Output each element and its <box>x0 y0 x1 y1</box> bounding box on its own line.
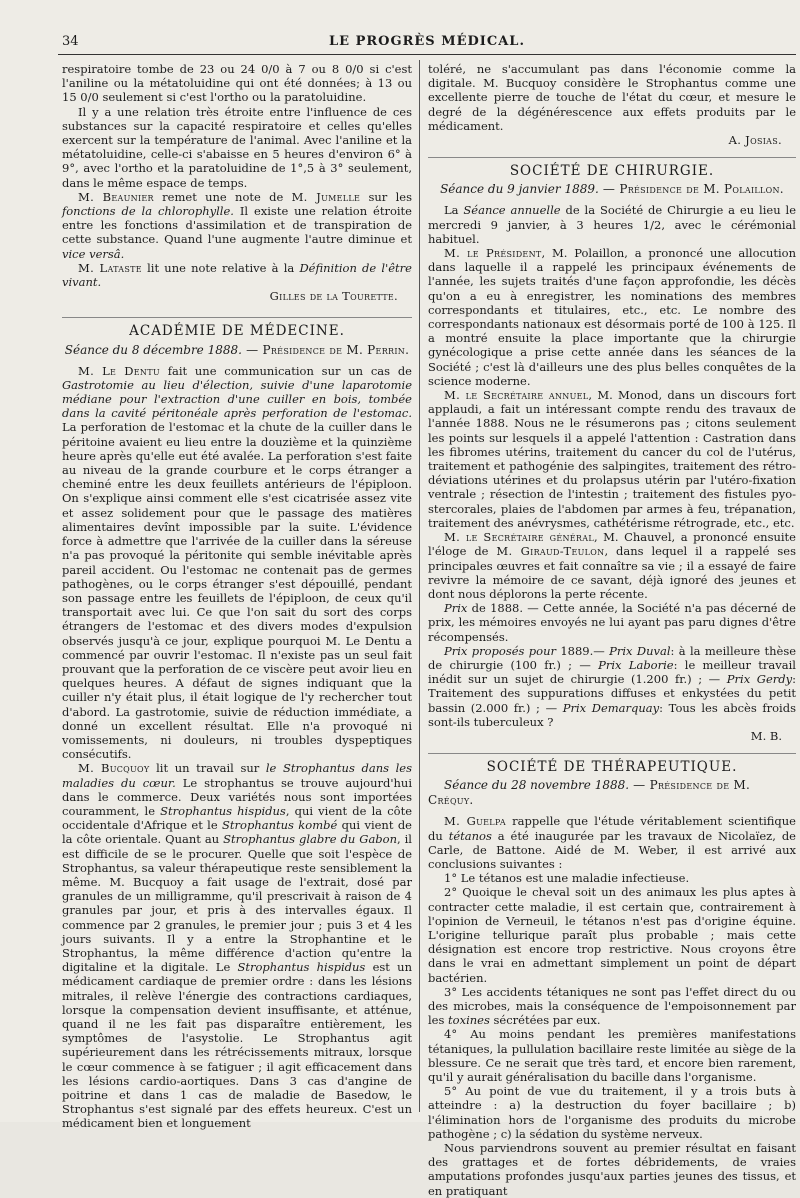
author-name: M. le Secrétaire général <box>444 530 594 545</box>
text-run: : Traitement des suppurations diffuses et enkystées du petit bassin (2.000 fr.) ; — <box>428 672 796 715</box>
author-name: M. le Secrétaire annuel <box>444 388 589 403</box>
paper-title: Gastrotomie au lieu d'élection, suivie d'une laparotomie médiane pour l'extraction d'une cuiller en bois, tombée dans la cavité péritonéale après perforation de l'estomac. <box>62 377 412 421</box>
prize-name: Prix Demarquay <box>562 700 660 715</box>
text-run: qui vient de la côte orientale. Quant au <box>62 818 412 847</box>
section-title: ACADÉMIE DE MÉDECINE. <box>62 317 412 338</box>
signature: M. B. <box>750 728 782 743</box>
text-run: La <box>444 203 464 218</box>
author-name: M. Le Dentu <box>78 363 160 378</box>
signature-line <box>428 133 796 147</box>
text-run: Séance annuelle <box>463 203 561 218</box>
section-title: SOCIÉTÉ DE CHIRURGIE. <box>428 157 796 178</box>
prize-name: Prix Laborie <box>598 657 674 672</box>
paragraph <box>62 190 412 261</box>
text-run: rappelle que l'étude véritablement scientifique du <box>428 814 796 843</box>
author-name: M. Guelpa <box>444 814 506 829</box>
text-run: est un médicament cardiaque de premier ordre : dans les lésions mitrales, il relève l'énergie des contractions cardiaques, lorsque la compensation devient insuffisante, et atténue, quand il ne les fait pas disparaître entièrement, les symptômes de l'asystolie. Le Strophantus agit supérieurement dans les rétrécissements mitraux, lorsque le cœur commence à se fatiguer ; il agit efficacement dans les lésions cardio-aortiques. Dans 3 cas d'angine de poitrine et dans 1 cas de maladie de Basedow, le Strophantus s'est signalé par des effets heureux. C'est un médicament bien et longuement <box>62 960 412 1131</box>
session-president: — Présidence de M. Perrin. <box>241 342 410 357</box>
conclusion-item: 4° Au moins pendant les premières manifestations tétaniques, la pullulation bacillaire reste limitée au siège de la blessure. Ce ne serait que très tard, et encore bien rarement, qu'il y aurait généralisation du bacille dans l'organisme. <box>428 1027 796 1084</box>
signature: A. Josias. <box>728 133 782 148</box>
author-name: M. Beaunier <box>78 189 154 204</box>
species-name: Strophantus kombé <box>222 818 338 833</box>
paragraph <box>62 761 412 1130</box>
conclusion-item <box>428 985 796 1028</box>
conclusion-item: 5° Au point de vue du traitement, il y a trois buts à atteindre : a) la destruction du foyer bacillaire ; b) l'élimination hors de l'organisme des produits du microbe pathogène ; c) la sédation du système nerveux. <box>428 1084 796 1141</box>
text-run: sur les <box>360 189 412 204</box>
text-run: : à la meilleure thèse de chirurgie (100 fr.) ; — <box>428 643 797 672</box>
paper-title: Définition de l'être vivant. <box>62 260 412 290</box>
text-run: vice versâ. <box>62 246 125 261</box>
left-column <box>62 62 412 1131</box>
session-president: — Présidence de M. Créquy. <box>428 778 751 808</box>
text-run: Prix <box>444 601 468 616</box>
signature-line <box>62 289 412 303</box>
paragraph: respiratoire tombe de 23 ou 24 0/0 à 7 ou 8 0/0 si c'est l'aniline ou la métatoluidine qui ont été données; à 13 ou 15 0/0 seulement si c'est l'ortho ou la paratoluidine. <box>62 62 412 105</box>
page-header <box>58 32 796 52</box>
session-heading <box>428 182 796 197</box>
author-name: M. Bucquoy <box>78 761 150 776</box>
text-run: a été inaugurée par les travaux de Nicolaïez, de Carle, de Battone. Aidé de M. Weber, il est arrivé aux conclusions suivantes : <box>428 828 796 871</box>
session-heading <box>62 343 412 358</box>
prize-name: Prix Gerdy <box>726 672 793 687</box>
session-date: Séance du 9 janvier 1889. <box>440 182 599 197</box>
text-run: fait une communication sur un cas de <box>159 363 412 378</box>
paragraph: Nous parviendrons souvent au premier résultat en faisant des grattages et de fortes débridements, de vraies amputations profondes jusqu'aux parties jeunes des tissus, et en pratiquant <box>428 1141 796 1198</box>
text-run: Il existe une relation étroite entre les fonctions d'assimilation et de transpiration de cette substance. Quand l'une augmente l'autre diminue et <box>62 204 412 247</box>
signature: Gilles de la Tourette. <box>269 289 398 304</box>
prize-name: Prix Duval <box>609 643 671 658</box>
text-run: La perforation de l'estomac et la chute de la cuiller dans le péritoine avaient eu lieu entre la douzième et la quinzième heure après qu'elle eut été avalée. La perforation s'est faite au niveau de la grande courbure et le corps étranger a cheminé entre les deux feuillets antérieurs de l'épiploon. On s'explique ainsi comment elle s'est cicatrisée assez vite et assez solidement pour que le passage des matières alimentaires devînt impossible par la suite. L'évidence force à admettre que l'arrivée de la cuiller dans la séreuse n'a pas provoqué la péritonite qui semble inévitable après pareil accident. Ou l'estomac ne contenait pas de germes pathogènes, ou le corps étranger s'est dépouillé, pendant son passage entre les feuillets de l'épiploon, de ceux qu'il transportait avec lui. Ce que l'on sait du sort des corps étrangers de l'estomac et des divers modes d'expulsion observés jusqu'à ce jour, explique pourquoi M. Le Dentu a commencé par ouvrir l'estomac. Il n'existe pas un seul fait prouvant que la perforation de ce viscère peut avoir lieu en quelques heures. A défaut de signes indiquant que la cuiller n'y était plus, il était logique de l'y rechercher tout d'abord. La gastrotomie, suivie de réduction immédiate, a donné un excellent résultat. Elle n'a provoqué ni vomissements, ni douleurs, ni troubles dyspeptiques consécutifs. <box>62 420 412 762</box>
session-date: Séance du 8 décembre 1888. <box>64 342 242 357</box>
conclusion-item: 2° Quoique le cheval soit un des animaux les plus aptes à contracter cette maladie, il est certain que, contrairement à l'opinion de Verneuil, le tétanos n'est pas d'origine équine. L'origine tellurique paraît plus probable ; mais cette désignation est encore trop restrictive. Nous croyons être dans le vrai en admettant simplement un point de départ bactérien. <box>428 885 796 985</box>
text-run: tétanos <box>448 828 492 843</box>
text-run: Prix proposés pour <box>444 643 556 658</box>
species-name: Strophantus glabre du Gabon <box>223 832 397 847</box>
journal-title: LE PROGRÈS MÉDICAL. <box>329 34 525 49</box>
paragraph <box>428 203 796 246</box>
species-name: Strophantus hispidus <box>160 803 286 818</box>
author-name: M. Jumelle <box>291 189 361 204</box>
text-run: toxines <box>448 1013 490 1028</box>
right-column <box>428 62 796 1198</box>
text-run: , il est difficile de se le procurer. Quelle que soit l'espèce de Strophantus, sa valeur thérapeutique reste sensiblement la même. M. Bucquoy a fait usage de l'extrait, dosé par granules de un milligramme, qu'il prescrivait à raison de 4 granules par jour, et pris à des intervalles égaux. Il commence par 2 granules, le premier jour ; puis 3 et 4 les jours suivants. Il y a entre la Strophantine et le Strophantus, la même différence d'action qu'entre la digitaline et la digitale. Le <box>62 832 412 975</box>
column-divider <box>419 60 420 1112</box>
species-name: Strophantus hispidus <box>237 960 366 975</box>
session-date: Séance du 28 novembre 1888. <box>444 778 630 793</box>
paragraph <box>428 246 796 388</box>
paragraph <box>428 601 796 644</box>
paper-title: fonctions de la chlorophylle. <box>62 204 234 219</box>
text-run: , dans lequel il a rappelé ses principales œuvres et fait connaître sa vie ; il a essayé de faire revivre la mémoire de ce savant, déjà ignoré des jeunes et dont nous déplorons la perte récente. <box>428 544 796 601</box>
author-name: M. Giraud-Teulon <box>496 544 605 559</box>
paragraph <box>62 364 412 762</box>
text-run: sécrétées par eux. <box>489 1013 601 1028</box>
session-president: — Présidence de M. Polaillon. <box>598 182 784 197</box>
text-run: de la Société de Chirurgie a eu lieu le mercredi 9 janvier, à 3 heures 1/2, avec le cérémonial habituel. <box>428 203 796 246</box>
paragraph <box>428 644 796 729</box>
text-run: remet une note de <box>153 189 292 204</box>
text-run: : Tous les abcès froids sont-ils tuberculeux ? <box>428 700 796 729</box>
header-rule <box>58 54 796 55</box>
text-run: , M. Monod, dans un discours fort applaudi, a fait un intéressant compte rendu des travaux de l'année 1888. Nous ne le résumerons pas ; citons seulement les points sur lesquels il a appelé l'attention : Castration dans les fibromes utérins, traitement du cancer du col de l'utérus, traitement et pathogénie des salpingites, traitement des rétro-déviations utérines et du prolapsus utérin par l'utéro-fixation ventrale ; résection de l'intestin ; traitement des fistules pyo-stercorales, plaies de l'abdomen par armes à feu, trépanation, traitement des anévrysmes, cathétérisme rétrograde, etc., etc. <box>428 388 796 530</box>
page-number: 34 <box>62 34 79 49</box>
author-name: M. le Président <box>444 246 542 261</box>
text-run: , M. Chauvel, a prononcé ensuite l'éloge de <box>428 530 796 559</box>
author-name: M. Lataste <box>78 260 142 275</box>
text-run: lit une note relative à la <box>141 260 300 275</box>
text-run: , M. Polaillon, a prononcé une allocution dans laquelle il a rappelé les principaux événements de l'année, les sujets traités d'une façon approfondie, les décès qu'on a eu à enregistrer, les nominations des membres correspondants et titulaires, etc., etc. Le nombre des correspondants nationaux est désormais porté de 100 à 125. Il a montré ensuite la place importante que la chirurgie gynécologique a prise cette année dans les séances de la Société ; c'est là d'ailleurs une des plus belles conquêtes de la science moderne. <box>428 246 796 388</box>
text-run: lit un travail sur <box>149 761 266 776</box>
text-run: , qui vient de la côte occidentale d'Afrique et le <box>62 803 413 833</box>
signature-line <box>428 729 796 743</box>
paragraph <box>428 388 796 530</box>
session-heading <box>428 778 796 808</box>
text-run: 1889.— <box>555 643 610 658</box>
paragraph: toléré, ne s'accumulant pas dans l'économie comme la digitale. M. Bucquoy considère le Strophantus comme une excellente pierre de touche de l'état du cœur, et mesure le degré de la dégénérescence aux effets produits par le médicament. <box>428 62 796 133</box>
paragraph <box>428 814 796 871</box>
paper-title: le Strophantus dans les maladies du cœur. <box>62 761 412 790</box>
paragraph: Il y a une relation très étroite entre l'influence de ces substances sur la capacité respiratoire et celles qu'elles exercent sur la température de l'animal. Avec l'aniline et la métatoluidine, celle-ci s'abaisse en 5 heures d'environ 6° à 9°, avec l'ortho et la paratoluidine de 1°,5 à 3° seulement, dans le même espace de temps. <box>62 104 412 190</box>
text-run: 3° Les accidents tétaniques ne sont pas l'effet direct du ou des microbes, mais la conséquence de l'empoisonnement par les <box>428 984 796 1028</box>
section-title: SOCIÉTÉ DE THÉRAPEUTIQUE. <box>428 753 796 774</box>
paragraph <box>62 261 412 289</box>
text-run: Le strophantus se trouve aujourd'hui dans le commerce. Deux variétés nous sont importées couramment, le <box>62 775 412 818</box>
paragraph <box>428 530 796 601</box>
text-run: : le meilleur travail inédit sur un sujet de chirurgie (1.200 fr.) ; — <box>428 657 796 687</box>
text-run: de 1888. — Cette année, la Société n'a pas décerné de prix, les mémoires envoyés ne lui ayant pas paru dignes d'être récompensés. <box>428 601 796 644</box>
conclusion-item: 1° Le tétanos est une maladie infectieuse. <box>444 871 690 886</box>
